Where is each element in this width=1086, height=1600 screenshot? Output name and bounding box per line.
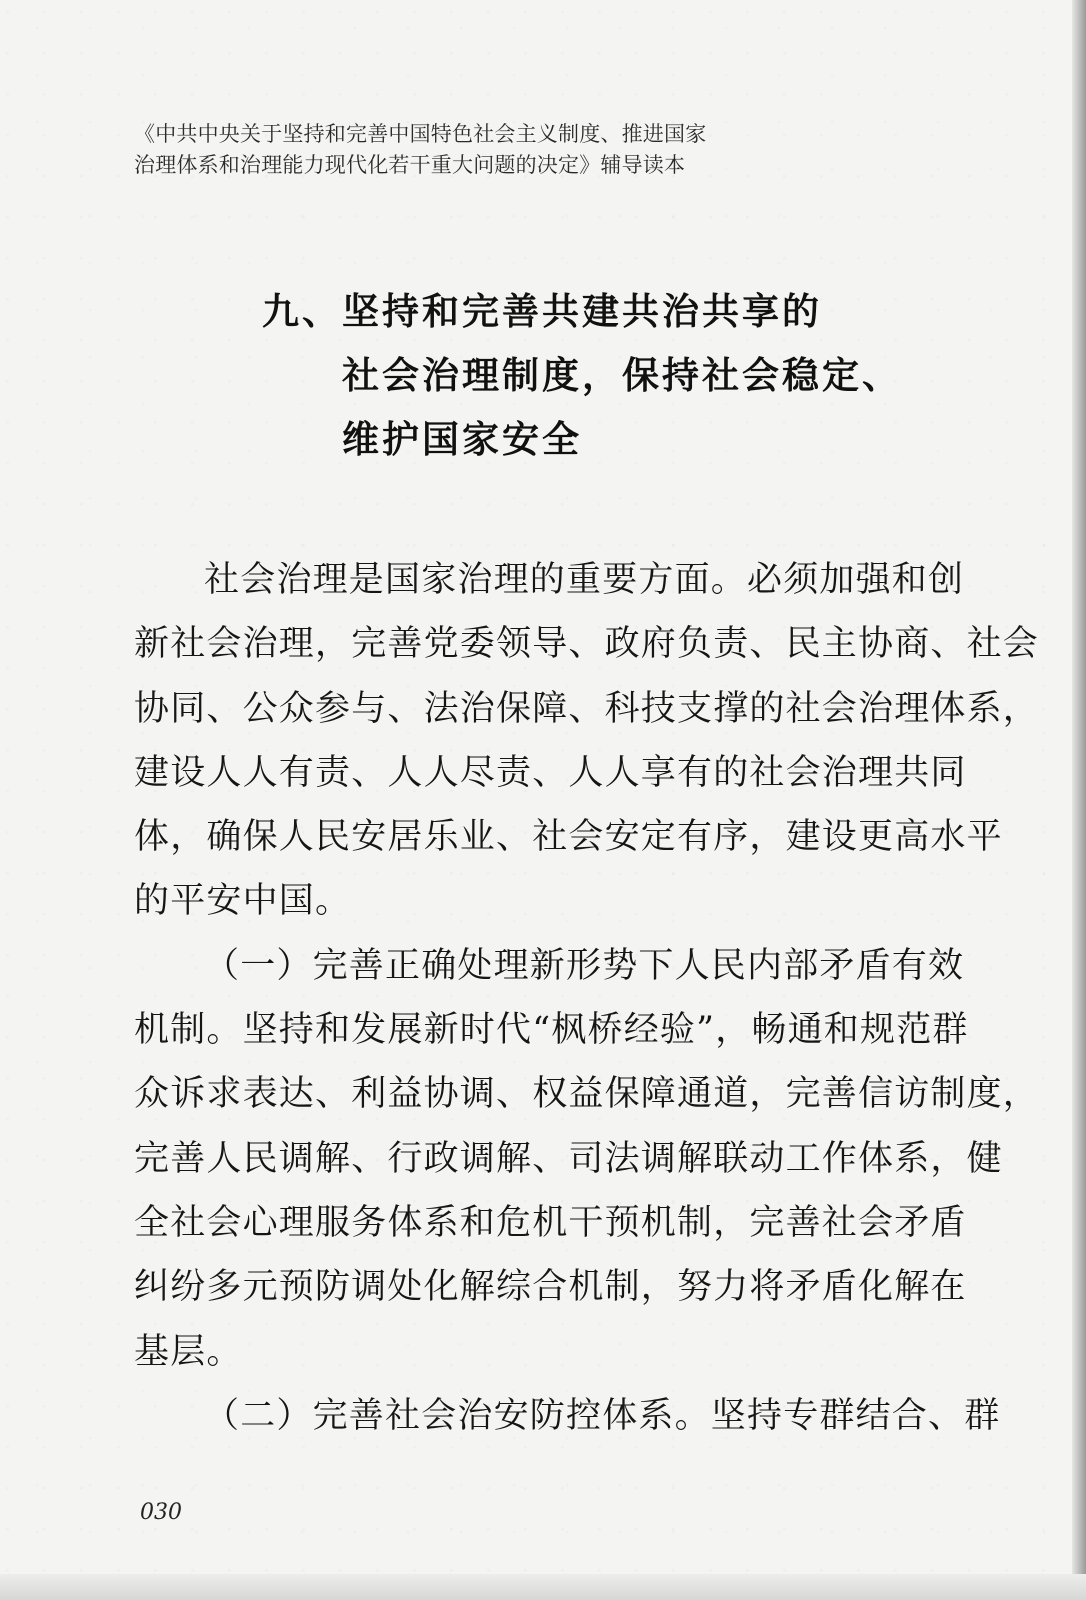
body-text xyxy=(134,548,1040,1448)
paragraph-item-2 xyxy=(134,1384,1001,1448)
text-line: 完善人民调解、行政调解、司法调解联动工作体系，健 xyxy=(134,1138,1003,1179)
text-line: （一）完善正确处理新形势下人民内部矛盾有效 xyxy=(204,945,965,986)
text-line: 协同、公众参与、法治保障、科技支撑的社会治理体系， xyxy=(134,688,1040,729)
text-line: 建设人人有责、人人尽责、人人享有的社会治理共同 xyxy=(134,752,967,793)
running-header xyxy=(134,119,894,181)
text-line: 基层。 xyxy=(134,1331,243,1372)
text-line: 众诉求表达、利益协调、权益保障通道，完善信访制度， xyxy=(134,1074,1040,1115)
running-header-line-2: 治理体系和治理能力现代化若干重大问题的决定》辅导读本 xyxy=(134,153,686,177)
page-edge-shadow xyxy=(1072,0,1086,1600)
text-line: 体，确保人民安居乐业、社会安定有序，建设更高水平 xyxy=(134,817,1003,858)
page-bottom-edge xyxy=(0,1574,1086,1600)
section-title-line-3: 维护国家安全 xyxy=(342,418,582,461)
section-title-line-2: 社会治理制度，保持社会稳定、 xyxy=(342,354,902,397)
running-header-line-1: 《中共中央关于坚持和完善中国特色社会主义制度、推进国家 xyxy=(134,122,707,146)
page-number: 030 xyxy=(140,1500,182,1525)
text-line: 社会治理是国家治理的重要方面。必须加强和创 xyxy=(204,560,965,600)
section-title xyxy=(262,280,902,472)
text-line: （二）完善社会治安防控体系。坚持专群结合、群 xyxy=(204,1395,1001,1436)
text-line: 的平安中国。 xyxy=(134,881,352,922)
paragraph-item-1 xyxy=(134,934,1040,1384)
text-line: 纠纷多元预防调处化解综合机制，努力将矛盾化解在 xyxy=(134,1267,967,1308)
text-line: 全社会心理服务体系和危机干预机制，完善社会矛盾 xyxy=(134,1202,967,1243)
paragraph-intro xyxy=(134,548,1040,934)
text-line: 新社会治理，完善党委领导、政府负责、民主协商、社会 xyxy=(134,624,1040,665)
text-line: 机制。坚持和发展新时代“枫桥经验”，畅通和规范群 xyxy=(134,1010,969,1051)
section-title-line-1: 九、坚持和完善共建共治共享的 xyxy=(262,290,822,333)
